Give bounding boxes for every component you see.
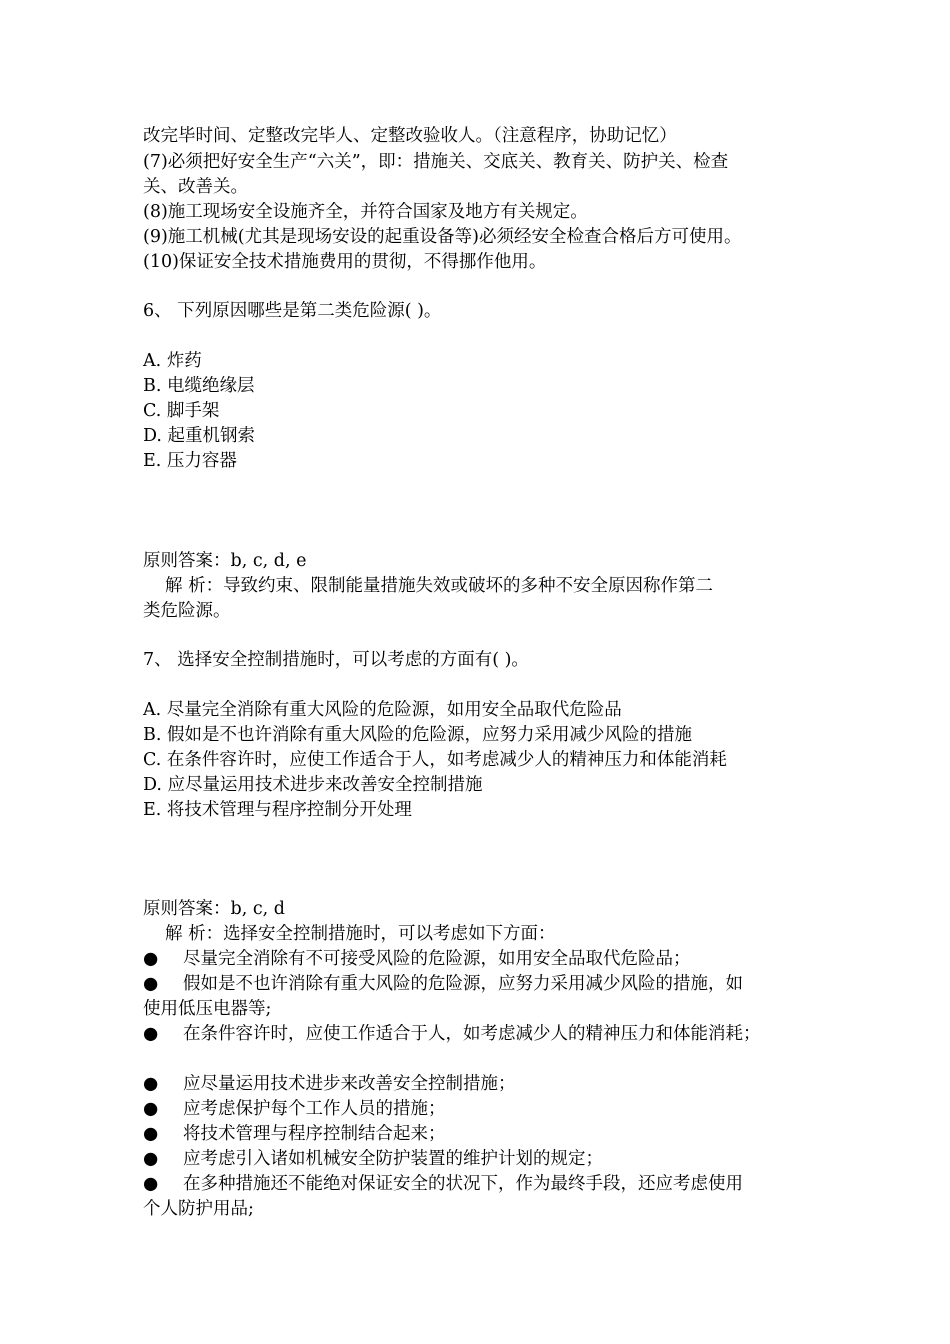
option: B. 电缆绝缘层 [143, 376, 255, 396]
bullet-icon: ● [143, 1124, 159, 1144]
option: B. 假如是不也许消除有重大风险的危险源，应努力采用减少风险的措施 [143, 725, 692, 745]
option: D. 起重机钢索 [143, 426, 256, 446]
bullet-icon: ● [143, 1099, 159, 1119]
list-item [143, 1073, 516, 1095]
list-item [143, 1173, 743, 1195]
bullet-icon: ● [143, 1149, 159, 1169]
bullet-icon: ● [143, 1174, 159, 1194]
list-item [143, 1148, 603, 1170]
bullet-icon: ● [143, 1074, 159, 1094]
option: E. 将技术管理与程序控制分开处理 [143, 800, 412, 820]
text-line: 关、改善关。 [143, 177, 248, 197]
list-item-text: 在条件容许时，应使工作适合于人，如考虑减少人的精神压力和体能消耗； [183, 1024, 761, 1044]
list-item [143, 1023, 761, 1045]
option: C. 脚手架 [143, 401, 220, 421]
list-item [143, 1098, 446, 1120]
list-item-text: 应考虑引入诸如机械安全防护装置的维护计划的规定； [183, 1149, 603, 1169]
list-item-text: 应考虑保护每个工作人员的措施； [183, 1099, 446, 1119]
list-item-text: 应尽量运用技术进步来改善安全控制措施； [183, 1074, 516, 1094]
bullet-icon: ● [143, 1024, 159, 1044]
list-item [143, 973, 743, 995]
bullet-icon: ● [143, 949, 159, 969]
option: E. 压力容器 [143, 451, 237, 471]
list-item-text: 假如是不也许消除有重大风险的危险源，应努力采用减少风险的措施，如 [183, 974, 743, 994]
bullet-icon: ● [143, 974, 159, 994]
list-item [143, 1123, 446, 1145]
text-line: (9)施工机械(尤其是现场安设的起重设备等)必须经安全检查合格后方可使用。 [143, 227, 742, 247]
answer: 原则答案：b, c, d, e [143, 551, 307, 571]
analysis: 类危险源。 [143, 601, 231, 621]
option: A. 尽量完全消除有重大风险的危险源，如用安全品取代危险品 [143, 700, 622, 720]
list-item-continuation: 个人防护用品; [143, 1199, 254, 1219]
list-item-continuation: 使用低压电器等; [143, 999, 272, 1019]
question-7: 7、 选择安全控制措施时，可以考虑的方面有( )。 [143, 650, 529, 670]
text-line: (8)施工现场安全设施齐全，并符合国家及地方有关规定。 [143, 202, 588, 222]
question-6: 6、 下列原因哪些是第二类危险源( )。 [143, 301, 442, 321]
answer: 原则答案：b, c, d [143, 899, 285, 919]
list-item-text: 尽量完全消除有不可接受风险的危险源，如用安全品取代危险品； [183, 949, 691, 969]
option: C. 在条件容许时，应使工作适合于人，如考虑减少人的精神压力和体能消耗 [143, 750, 727, 770]
text-line: (10)保证安全技术措施费用的贯彻，不得挪作他用。 [143, 252, 547, 272]
option: A. 炸药 [143, 351, 202, 371]
analysis: 解 析：选择安全控制措施时，可以考虑如下方面： [165, 924, 556, 944]
text-line: 改完毕时间、定整改完毕人、定整改验收人。（注意程序，协助记忆） [143, 126, 677, 146]
text-line: (7)必须把好安全生产“六关”，即：措施关、交底关、教育关、防护关、检查 [143, 152, 729, 172]
list-item [143, 948, 691, 970]
option: D. 应尽量运用技术进步来改善安全控制措施 [143, 775, 483, 795]
list-item-text: 在多种措施还不能绝对保证安全的状况下，作为最终手段，还应考虑使用 [183, 1174, 743, 1194]
list-item-text: 将技术管理与程序控制结合起来； [183, 1124, 446, 1144]
analysis: 解 析：导致约束、限制能量措施失效或破坏的多种不安全原因称作第二 [165, 576, 714, 596]
